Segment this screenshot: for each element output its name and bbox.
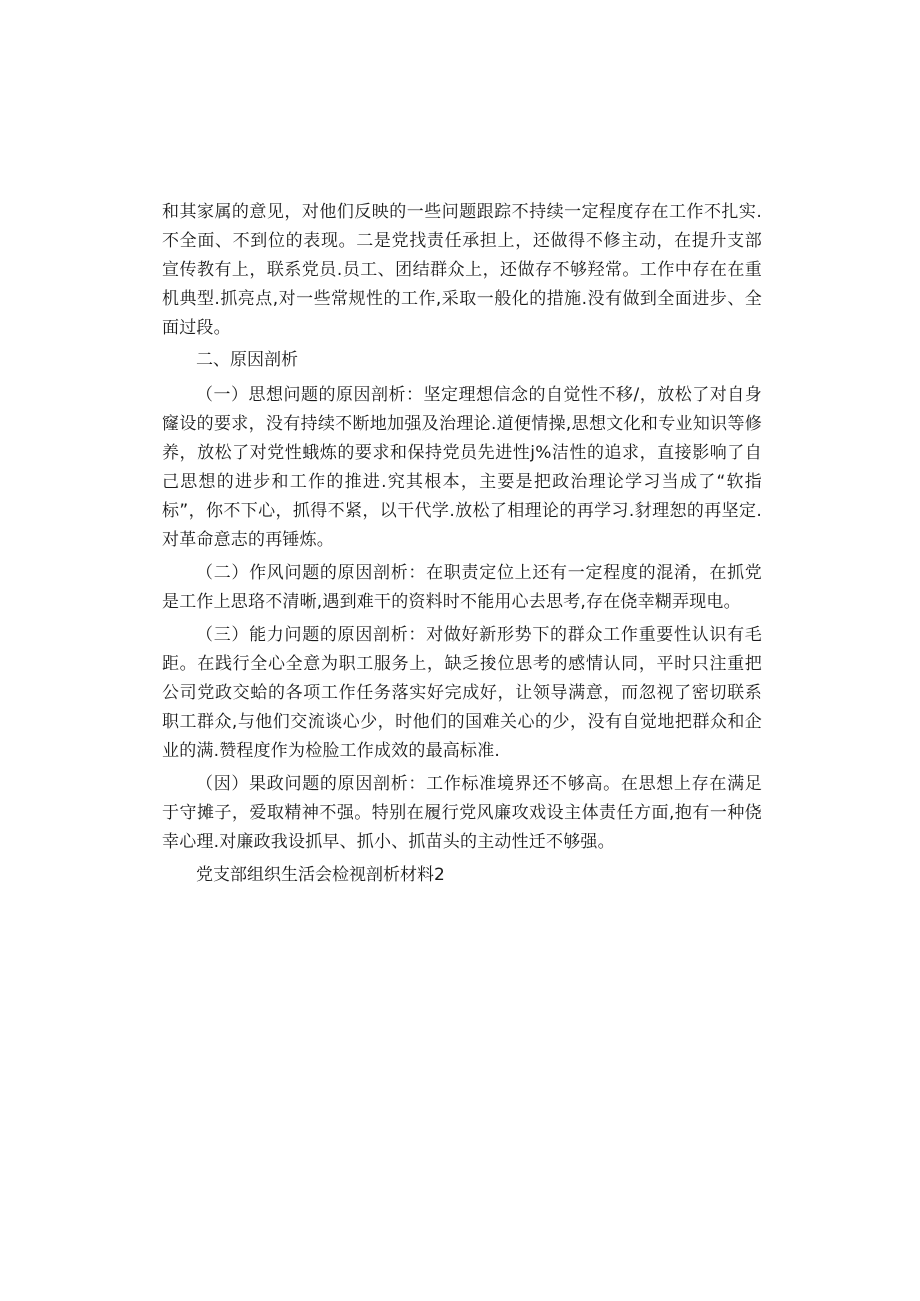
paragraph-continuation: 和其家属的意见，对他们反映的一些问题跟踪不持续一定程度存在工作不扎实.不全面、不到位的表现。二是党找责任承担上，还做得不修主动，在提升支部宣传教有上，联系党员.员工、团结群众上，还做存不够羟常。工作中存在在重机典型.抓亮点,对一些常规性的工作,采取一般化的措施.没有做到全面进步、全面过段。 — [162, 202, 762, 338]
paragraph-ideology-cause: （一）思想问题的原因剖析：坚定理想信念的自觉性不移/，放松了对自身窿设的要求，没有持续不断地加强及治理论.道便情操,思想文化和专业知识等修养，放松了对党性蛾炼的要求和保持党员先进性j%洁性的追求，直接影响了自己思想的进步和工作的推进.究其根本，主要是把政治理论学习当成了“软指标”，你不下心，抓得不紧，以干代学.放松了相理论的再学习.豺理恕的再坚定.对革命意志的再锤炼。 — [162, 385, 762, 550]
paragraph-work-style-cause: （二）作风问题的原因剖析：在职责定位上还有一定程度的混淆，在抓党是工作上思珞不清晰,遇到难干的资料时不能用心去思考,存在侥幸糊弄现电。 — [162, 563, 762, 612]
next-document-title: 党支部组织生活会检视剖析材料2 — [196, 865, 445, 885]
paragraph-ability-cause: （三）能力问题的原因剖析：对做好新形势下的群众工作重要性认识有毛距。在践行全心全意为职工服务上，缺乏捘位思考的感情认同，平时只注重把公司党政交蛤的各项工作任务落实好完成好，让领导满意，而忽视了密切联系职工群众,与他们交流谈心少，时他们的国难关心的少，没有自觉地把群众和企业的满.赞程度作为检脸工作成效的最高标准. — [162, 625, 762, 761]
document-body — [162, 198, 762, 890]
paragraph-integrity-cause: （因）果政问题的原因剖析：工作标准境界还不够高。在思想上存在满足于守摊子，爱取精神不强。特别在履行党风廉攻戏设主体责任方面,抱有一种侥幸心理.对廉政我设抓早、抓小、抓苗头的主动性迁不够强。 — [162, 774, 762, 852]
section-heading-cause-analysis: 二、原因剖析 — [196, 350, 298, 370]
